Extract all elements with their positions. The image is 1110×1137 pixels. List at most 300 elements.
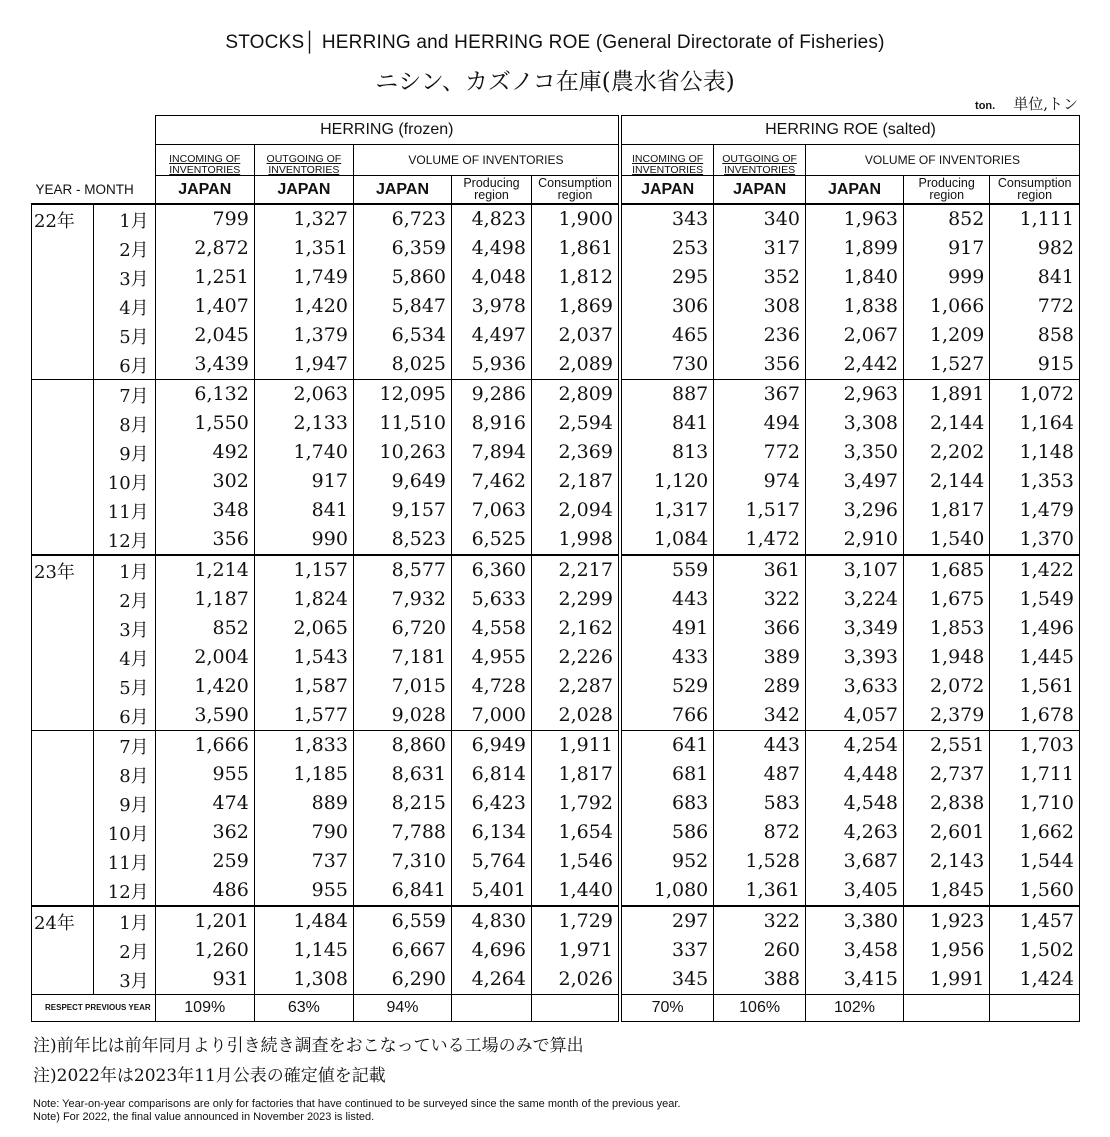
value-cell: 1,424 [990, 965, 1080, 995]
value-cell: 982 [990, 234, 1080, 263]
value-cell: 1,792 [531, 789, 619, 818]
value-cell: 1,201 [155, 906, 254, 936]
value-cell: 322 [714, 585, 806, 614]
value-cell: 253 [620, 234, 714, 263]
value-cell: 492 [155, 438, 254, 467]
value-cell: 1,817 [904, 496, 990, 525]
value-cell: 1,327 [254, 204, 353, 234]
ratio-cell [904, 995, 990, 1022]
table-row [32, 789, 1080, 818]
year-cell [32, 789, 94, 818]
value-cell: 1,214 [155, 555, 254, 585]
title-en: STOCKS│ HERRING and HERRING ROE (General Directorate of Fisheries) [225, 32, 885, 53]
table-row [32, 643, 1080, 672]
month-cell: 9月 [93, 789, 155, 818]
value-cell: 1,185 [254, 760, 353, 789]
value-cell: 6,559 [353, 906, 451, 936]
year-cell [32, 321, 94, 350]
value-cell: 1,685 [904, 555, 990, 585]
roe-producing-header: Producing region [904, 176, 990, 205]
note-jp-1: 注)前年比は前年同月より引き続き調査をおこなっている工場のみで算出 [33, 1036, 584, 1056]
value-cell: 2,601 [904, 818, 990, 847]
value-cell: 852 [155, 614, 254, 643]
value-cell: 2,004 [155, 643, 254, 672]
value-cell: 799 [155, 204, 254, 234]
value-cell: 3,296 [805, 496, 903, 525]
value-cell: 8,523 [353, 525, 451, 555]
value-cell: 6,841 [353, 876, 451, 906]
value-cell: 1,729 [531, 906, 619, 936]
year-cell [32, 672, 94, 701]
ratio-cell [990, 995, 1080, 1022]
value-cell: 295 [620, 263, 714, 292]
value-cell: 342 [714, 701, 806, 731]
month-cell: 1月 [93, 555, 155, 585]
value-cell: 2,094 [531, 496, 619, 525]
value-cell: 931 [155, 965, 254, 995]
value-cell: 2,872 [155, 234, 254, 263]
ratio-cell: 63% [254, 995, 353, 1022]
value-cell: 952 [620, 847, 714, 876]
year-cell [32, 438, 94, 467]
month-cell: 2月 [93, 936, 155, 965]
table-row [32, 965, 1080, 995]
value-cell: 3,687 [805, 847, 903, 876]
month-cell: 12月 [93, 876, 155, 906]
value-cell: 583 [714, 789, 806, 818]
value-cell: 683 [620, 789, 714, 818]
value-cell: 1,817 [531, 760, 619, 789]
table-row [32, 876, 1080, 906]
table-row [32, 438, 1080, 467]
year-cell [32, 263, 94, 292]
value-cell: 5,401 [452, 876, 532, 906]
value-cell: 3,415 [805, 965, 903, 995]
month-cell: 1月 [93, 906, 155, 936]
respect-previous-year-row [32, 995, 1080, 1022]
value-cell: 433 [620, 643, 714, 672]
title-jp: ニシン、カズノコ在庫(農水省公表) [375, 69, 735, 95]
month-cell: 7月 [93, 731, 155, 761]
value-cell: 974 [714, 467, 806, 496]
herring-incoming-header: INCOMING OF INVENTORIES [155, 145, 254, 176]
value-cell: 1,353 [990, 467, 1080, 496]
value-cell: 2,067 [805, 321, 903, 350]
value-cell: 2,143 [904, 847, 990, 876]
value-cell: 3,590 [155, 701, 254, 731]
value-cell: 491 [620, 614, 714, 643]
value-cell: 1,260 [155, 936, 254, 965]
unit-jp: 単位,トン [1013, 95, 1078, 113]
month-cell: 3月 [93, 965, 155, 995]
value-cell: 1,111 [990, 204, 1080, 234]
table-row [32, 847, 1080, 876]
value-cell: 3,224 [805, 585, 903, 614]
year-cell [32, 818, 94, 847]
value-cell: 999 [904, 263, 990, 292]
value-cell: 6,290 [353, 965, 451, 995]
herring-consumption-header: Consumption region [531, 176, 619, 205]
value-cell: 1,947 [254, 350, 353, 380]
value-cell: 2,133 [254, 409, 353, 438]
month-cell: 10月 [93, 467, 155, 496]
value-cell: 4,448 [805, 760, 903, 789]
value-cell: 1,457 [990, 906, 1080, 936]
value-cell: 766 [620, 701, 714, 731]
ratio-cell: 70% [620, 995, 714, 1022]
value-cell: 1,422 [990, 555, 1080, 585]
value-cell: 443 [714, 731, 806, 761]
value-cell: 7,000 [452, 701, 532, 731]
roe-volume-header: VOLUME OF INVENTORIES [805, 145, 1079, 176]
value-cell: 7,932 [353, 585, 451, 614]
value-cell: 1,998 [531, 525, 619, 555]
value-cell: 1,911 [531, 731, 619, 761]
value-cell: 3,458 [805, 936, 903, 965]
value-cell: 737 [254, 847, 353, 876]
value-cell: 841 [990, 263, 1080, 292]
value-cell: 2,838 [904, 789, 990, 818]
month-cell: 12月 [93, 525, 155, 555]
stocks-table [31, 115, 1080, 1022]
value-cell: 7,462 [452, 467, 532, 496]
value-cell: 1,148 [990, 438, 1080, 467]
value-cell: 529 [620, 672, 714, 701]
year-cell: 23年 [32, 555, 94, 585]
table-row [32, 906, 1080, 936]
value-cell: 1,543 [254, 643, 353, 672]
value-cell: 813 [620, 438, 714, 467]
table-row [32, 672, 1080, 701]
value-cell: 4,830 [452, 906, 532, 936]
roe-group-header: HERRING ROE (salted) [620, 116, 1080, 145]
herring-volume-japan: JAPAN [353, 176, 451, 205]
value-cell: 4,254 [805, 731, 903, 761]
value-cell: 4,057 [805, 701, 903, 731]
value-cell: 4,728 [452, 672, 532, 701]
year-cell [32, 350, 94, 380]
value-cell: 9,649 [353, 467, 451, 496]
value-cell: 955 [254, 876, 353, 906]
value-cell: 1,861 [531, 234, 619, 263]
value-cell: 4,558 [452, 614, 532, 643]
table-row [32, 380, 1080, 410]
value-cell: 915 [990, 350, 1080, 380]
value-cell: 2,144 [904, 409, 990, 438]
roe-outgoing-japan: JAPAN [714, 176, 806, 205]
value-cell: 841 [254, 496, 353, 525]
value-cell: 2,287 [531, 672, 619, 701]
value-cell: 1,587 [254, 672, 353, 701]
value-cell: 5,764 [452, 847, 532, 876]
value-cell: 308 [714, 292, 806, 321]
corner-blank [32, 116, 156, 145]
herring-outgoing-header: OUTGOING OF INVENTORIES [254, 145, 353, 176]
month-cell: 10月 [93, 818, 155, 847]
value-cell: 2,028 [531, 701, 619, 731]
value-cell: 1,528 [714, 847, 806, 876]
value-cell: 3,633 [805, 672, 903, 701]
value-cell: 4,497 [452, 321, 532, 350]
year-cell [32, 496, 94, 525]
table-row [32, 234, 1080, 263]
value-cell: 6,360 [452, 555, 532, 585]
value-cell: 1,361 [714, 876, 806, 906]
value-cell: 2,369 [531, 438, 619, 467]
value-cell: 6,534 [353, 321, 451, 350]
value-cell: 1,420 [254, 292, 353, 321]
value-cell: 1,472 [714, 525, 806, 555]
value-cell: 3,107 [805, 555, 903, 585]
value-cell: 486 [155, 876, 254, 906]
month-cell: 1月 [93, 204, 155, 234]
value-cell: 345 [620, 965, 714, 995]
value-cell: 1,845 [904, 876, 990, 906]
value-cell: 559 [620, 555, 714, 585]
value-cell: 1,502 [990, 936, 1080, 965]
value-cell: 356 [714, 350, 806, 380]
table-row [32, 467, 1080, 496]
value-cell: 2,910 [805, 525, 903, 555]
value-cell: 4,823 [452, 204, 532, 234]
value-cell: 4,498 [452, 234, 532, 263]
roe-consumption-header: Consumption region [990, 176, 1080, 205]
month-cell: 11月 [93, 847, 155, 876]
value-cell: 4,696 [452, 936, 532, 965]
value-cell: 8,215 [353, 789, 451, 818]
month-cell: 8月 [93, 760, 155, 789]
ratio-cell [531, 995, 619, 1022]
table-row [32, 525, 1080, 555]
herring-incoming-japan: JAPAN [155, 176, 254, 205]
value-cell: 366 [714, 614, 806, 643]
table-row [32, 555, 1080, 585]
value-cell: 3,497 [805, 467, 903, 496]
value-cell: 1,749 [254, 263, 353, 292]
value-cell: 1,740 [254, 438, 353, 467]
year-cell [32, 292, 94, 321]
month-cell: 5月 [93, 321, 155, 350]
value-cell: 3,350 [805, 438, 903, 467]
ratio-cell: 94% [353, 995, 451, 1022]
value-cell: 841 [620, 409, 714, 438]
value-cell: 4,548 [805, 789, 903, 818]
month-cell: 3月 [93, 614, 155, 643]
month-cell: 2月 [93, 585, 155, 614]
value-cell: 6,667 [353, 936, 451, 965]
value-cell: 1,703 [990, 731, 1080, 761]
value-cell: 3,308 [805, 409, 903, 438]
value-cell: 2,551 [904, 731, 990, 761]
value-cell: 1,120 [620, 467, 714, 496]
value-cell: 6,949 [452, 731, 532, 761]
value-cell: 2,737 [904, 760, 990, 789]
month-cell: 6月 [93, 350, 155, 380]
value-cell: 1,496 [990, 614, 1080, 643]
table-row [32, 701, 1080, 731]
value-cell: 772 [990, 292, 1080, 321]
table-row [32, 263, 1080, 292]
value-cell: 12,095 [353, 380, 451, 410]
value-cell: 1,351 [254, 234, 353, 263]
year-cell [32, 731, 94, 761]
year-cell [32, 701, 94, 731]
value-cell: 260 [714, 936, 806, 965]
value-cell: 889 [254, 789, 353, 818]
value-cell: 641 [620, 731, 714, 761]
value-cell: 1,187 [155, 585, 254, 614]
value-cell: 1,654 [531, 818, 619, 847]
value-cell: 1,379 [254, 321, 353, 350]
value-cell: 3,405 [805, 876, 903, 906]
month-cell: 6月 [93, 701, 155, 731]
value-cell: 1,517 [714, 496, 806, 525]
month-cell: 8月 [93, 409, 155, 438]
value-cell: 8,577 [353, 555, 451, 585]
value-cell: 1,666 [155, 731, 254, 761]
table-row [32, 818, 1080, 847]
ratio-cell: 106% [714, 995, 806, 1022]
corner-blank-2 [32, 145, 156, 176]
value-cell: 474 [155, 789, 254, 818]
value-cell: 443 [620, 585, 714, 614]
value-cell: 2,299 [531, 585, 619, 614]
value-cell: 367 [714, 380, 806, 410]
herring-group-header: HERRING (frozen) [155, 116, 620, 145]
value-cell: 11,510 [353, 409, 451, 438]
month-cell: 5月 [93, 672, 155, 701]
value-cell: 2,187 [531, 467, 619, 496]
value-cell: 4,048 [452, 263, 532, 292]
table-row [32, 760, 1080, 789]
value-cell: 1,546 [531, 847, 619, 876]
value-cell: 2,089 [531, 350, 619, 380]
value-cell: 6,132 [155, 380, 254, 410]
value-cell: 2,144 [904, 467, 990, 496]
year-cell [32, 614, 94, 643]
value-cell: 7,894 [452, 438, 532, 467]
value-cell: 1,549 [990, 585, 1080, 614]
value-cell: 6,723 [353, 204, 451, 234]
value-cell: 7,181 [353, 643, 451, 672]
value-cell: 352 [714, 263, 806, 292]
value-cell: 1,678 [990, 701, 1080, 731]
value-cell: 2,037 [531, 321, 619, 350]
value-cell: 1,527 [904, 350, 990, 380]
herring-volume-header: VOLUME OF INVENTORIES [353, 145, 620, 176]
ratio-cell [452, 995, 532, 1022]
year-cell: 22年 [32, 204, 94, 234]
roe-volume-japan: JAPAN [805, 176, 903, 205]
value-cell: 7,063 [452, 496, 532, 525]
table-row [32, 496, 1080, 525]
value-cell: 6,814 [452, 760, 532, 789]
value-cell: 586 [620, 818, 714, 847]
value-cell: 1,833 [254, 731, 353, 761]
value-cell: 3,393 [805, 643, 903, 672]
value-cell: 9,028 [353, 701, 451, 731]
table-row [32, 731, 1080, 761]
roe-incoming-japan: JAPAN [620, 176, 714, 205]
value-cell: 5,936 [452, 350, 532, 380]
value-cell: 340 [714, 204, 806, 234]
value-cell: 990 [254, 525, 353, 555]
value-cell: 236 [714, 321, 806, 350]
value-cell: 3,349 [805, 614, 903, 643]
value-cell: 1,948 [904, 643, 990, 672]
notes [33, 1031, 1093, 1124]
year-cell [32, 234, 94, 263]
value-cell: 8,916 [452, 409, 532, 438]
value-cell: 2,065 [254, 614, 353, 643]
table-row [32, 409, 1080, 438]
value-cell: 5,860 [353, 263, 451, 292]
month-cell: 9月 [93, 438, 155, 467]
table-row [32, 350, 1080, 380]
value-cell: 8,860 [353, 731, 451, 761]
value-cell: 1,209 [904, 321, 990, 350]
value-cell: 1,420 [155, 672, 254, 701]
value-cell: 1,544 [990, 847, 1080, 876]
table-row [32, 292, 1080, 321]
value-cell: 5,847 [353, 292, 451, 321]
value-cell: 1,853 [904, 614, 990, 643]
value-cell: 852 [904, 204, 990, 234]
value-cell: 388 [714, 965, 806, 995]
value-cell: 302 [155, 467, 254, 496]
month-cell: 4月 [93, 643, 155, 672]
value-cell: 7,310 [353, 847, 451, 876]
year-cell [32, 876, 94, 906]
value-cell: 1,963 [805, 204, 903, 234]
herring-outgoing-japan: JAPAN [254, 176, 353, 205]
ratio-cell: 109% [155, 995, 254, 1022]
value-cell: 465 [620, 321, 714, 350]
value-cell: 297 [620, 906, 714, 936]
note-en-2: Note) For 2022, the final value announced in November 2023 is listed. [33, 1111, 375, 1123]
value-cell: 1,317 [620, 496, 714, 525]
value-cell: 1,577 [254, 701, 353, 731]
value-cell: 3,439 [155, 350, 254, 380]
value-cell: 1,812 [531, 263, 619, 292]
value-cell: 917 [904, 234, 990, 263]
value-cell: 2,045 [155, 321, 254, 350]
value-cell: 10,263 [353, 438, 451, 467]
note-en-1: Note: Year-on-year comparisons are only for factories that have continued to be surveyed since the same month of the previous year. [33, 1098, 681, 1110]
value-cell: 7,788 [353, 818, 451, 847]
value-cell: 337 [620, 936, 714, 965]
value-cell: 2,072 [904, 672, 990, 701]
value-cell: 2,442 [805, 350, 903, 380]
value-cell: 8,631 [353, 760, 451, 789]
month-cell: 2月 [93, 234, 155, 263]
year-cell [32, 409, 94, 438]
year-cell [32, 380, 94, 410]
value-cell: 1,971 [531, 936, 619, 965]
value-cell: 2,162 [531, 614, 619, 643]
value-cell: 306 [620, 292, 714, 321]
value-cell: 289 [714, 672, 806, 701]
value-cell: 1,145 [254, 936, 353, 965]
value-cell: 1,838 [805, 292, 903, 321]
value-cell: 3,978 [452, 292, 532, 321]
value-cell: 1,560 [990, 876, 1080, 906]
value-cell: 1,675 [904, 585, 990, 614]
value-cell: 2,026 [531, 965, 619, 995]
value-cell: 6,720 [353, 614, 451, 643]
value-cell: 5,633 [452, 585, 532, 614]
value-cell: 1,899 [805, 234, 903, 263]
